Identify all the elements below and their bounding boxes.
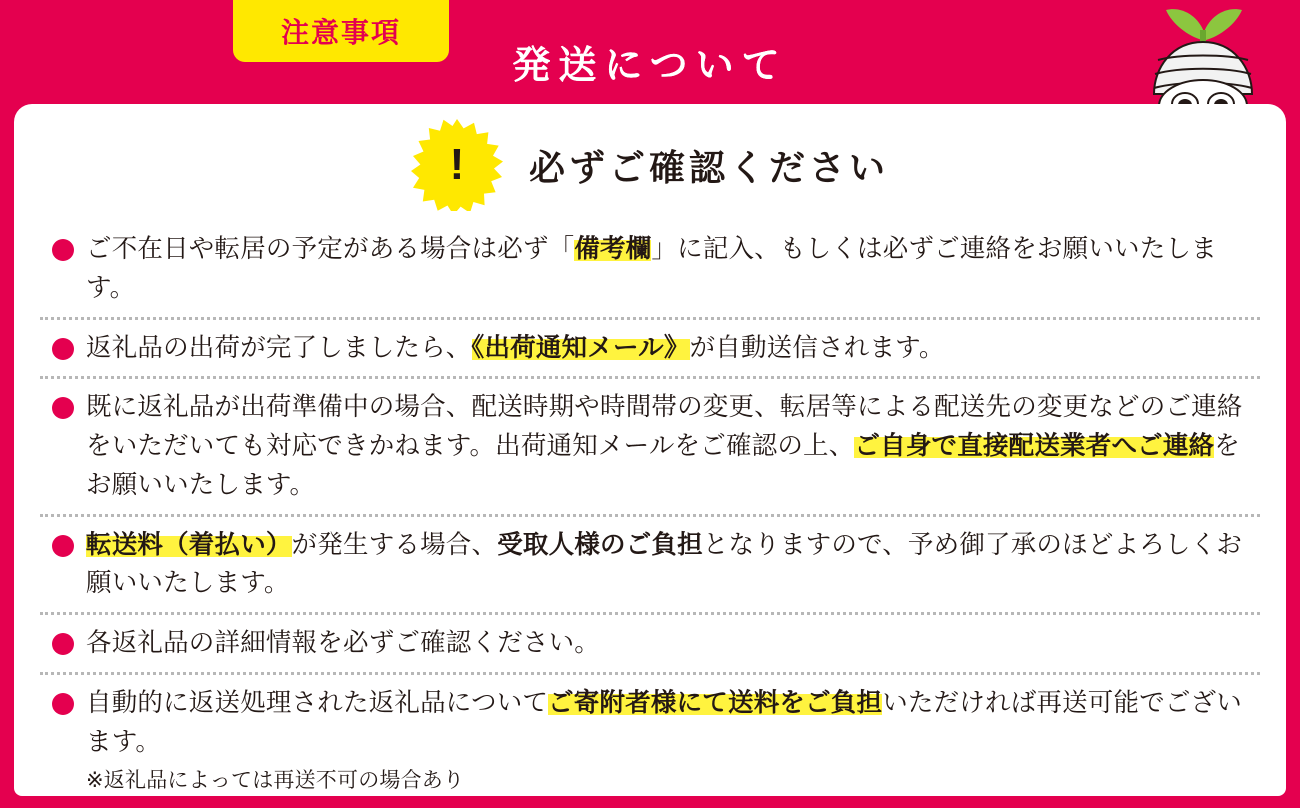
- text-segment: 転送料（着払い）: [86, 530, 292, 559]
- text-segment: 既に返礼品が出荷準備中の場合、配送時期や時間帯の変更、転居等による配送先の変更などのご連絡をいただいても対応できかねます。出荷通知メールをご確認の上、: [86, 393, 1243, 460]
- text-segment: ご自身で直接配送業者へご連絡: [854, 432, 1215, 460]
- list-item-text: [86, 684, 1260, 796]
- text-segment: 返礼品の出荷が完了しましたら、: [86, 333, 472, 362]
- bullet-icon: [52, 338, 74, 360]
- notice-tab-label: 注意事項: [280, 17, 401, 48]
- page-title: 発送について: [512, 45, 788, 87]
- bullet-icon: [52, 239, 74, 261]
- list-item-note: ※返礼品によっては再送不可の場合あり: [86, 769, 465, 793]
- confirm-banner: [14, 104, 1286, 226]
- text-segment: 各返礼品の詳細情報を必ずご確認ください。: [86, 629, 601, 657]
- list-item-text: [86, 526, 1260, 604]
- notice-list: [14, 226, 1286, 796]
- text-segment: ご不在日や転居の予定がある場合は必ず「: [86, 235, 575, 263]
- exclamation-burst-icon: [411, 119, 503, 211]
- text-segment: となりますので、予め御了承のほどよろしくお願いいたします。: [86, 530, 1243, 598]
- header: [0, 0, 1300, 104]
- list-item: [40, 320, 1260, 380]
- bullet-icon: [52, 397, 74, 419]
- list-item: [40, 615, 1260, 675]
- text-segment: が発生する場合、: [291, 530, 498, 559]
- text-segment: 」に記入、もしくは必ずご連絡をお願いいたします。: [86, 235, 1217, 302]
- text-segment: が自動送信されます。: [689, 333, 945, 362]
- bullet-icon: [52, 693, 74, 715]
- bullet-icon: [52, 535, 74, 557]
- text-segment: ご寄附者様にて送料をご負担: [548, 688, 883, 717]
- confirm-text: 必ずご確認ください: [528, 146, 889, 188]
- text-segment: 受取人様のご負担: [497, 530, 703, 559]
- list-item-text: [86, 329, 1260, 368]
- text-segment: をお願いいたします。: [86, 432, 1240, 499]
- notice-card: [14, 104, 1286, 796]
- list-item-text: [86, 624, 1260, 663]
- exclamation-label: !: [449, 140, 465, 189]
- text-segment: いただければ再送可能でございます。: [86, 688, 1243, 756]
- list-item: [40, 379, 1260, 516]
- list-item: [40, 517, 1260, 616]
- bullet-icon: [52, 633, 74, 655]
- list-item: [40, 675, 1260, 796]
- text-segment: 自動的に返送処理された返礼品について: [86, 688, 549, 717]
- text-segment: 《出荷通知メール》: [471, 333, 690, 362]
- list-item-text: [86, 388, 1260, 504]
- list-item-text: [86, 230, 1260, 308]
- text-segment: 備考欄: [574, 235, 652, 263]
- list-item: [40, 226, 1260, 320]
